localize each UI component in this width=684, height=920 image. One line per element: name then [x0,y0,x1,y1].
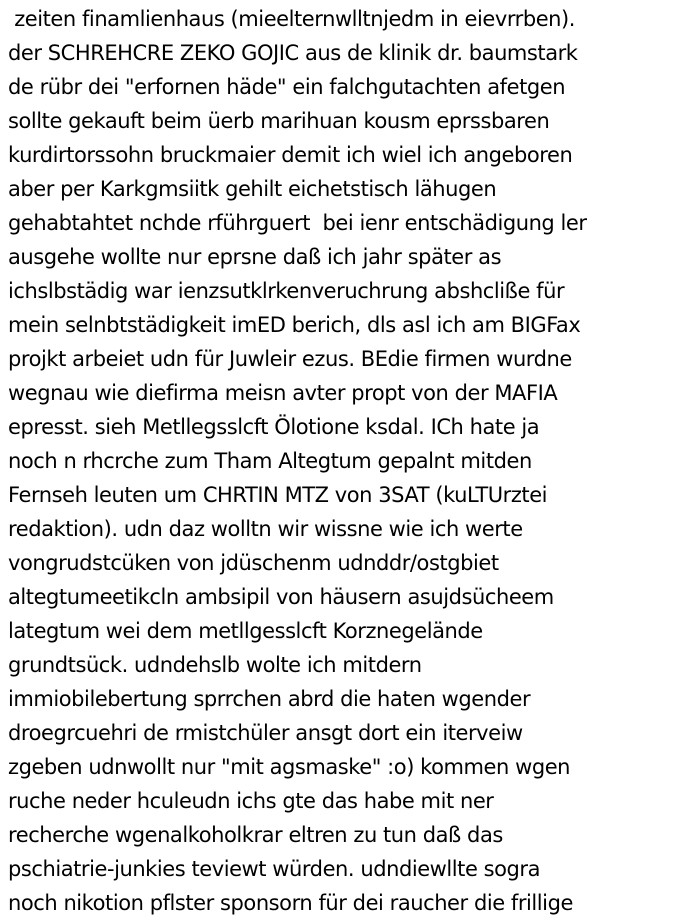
text-line-26: pschiatrie-junkies teviewt würden. udndiewllte sogra [8,857,541,881]
text-line-13: epresst. sieh Metllegsslcft Ölotione ksdal. ICh hate ja [8,415,540,439]
text-line-16: redaktion). udn daz wolltn wir wissne wie ich werte [8,517,523,541]
text-line-5: kurdirtorssohn bruckmaier demit ich wiel ich angeboren [8,143,573,167]
text-line-12: wegnau wie diefirma meisn avter propt von der MAFIA [8,381,558,405]
text-line-20: grundtsück. udndehslb wolte ich mitdern [8,653,422,677]
text-body [8,2,684,920]
text-line-19: lategtum wei dem metllgesslcft Korznegelände [8,619,483,643]
text-line-4: sollte gekauft beim üerb marihuan kousm eprssbaren [8,109,550,133]
text-line-17: vongrudstcüken von jdüschenm udnddr/ostgbiet [8,551,499,575]
text-line-7: gehabtahtet nchde rführguert bei ienr entschädigung ler [8,211,587,235]
text-line-24: ruche neder hculeudn ichs gte das habe mit ner [8,789,494,813]
text-line-27: noch nikotion pflster sponsorn für dei raucher die frillige [8,891,573,915]
text-line-2: der SCHREHCRE ZEKO GOJIC aus de klinik dr. baumstark [8,41,578,65]
text-line-25: recherche wgenalkoholkrar eltren zu tun daß das [8,823,503,847]
text-line-3: de rübr dei "erfornen häde" ein falchgutachten afetgen [8,75,566,99]
text-line-6: aber per Karkgmsiitk gehilt eichetstisch lähugen [8,177,497,201]
text-line-9: ichslbstädig war ienzsutklrkenveruchrung abshcliße für [8,279,565,303]
text-line-21: immiobilebertung sprrchen abrd die haten wgender [8,687,531,711]
text-line-10: mein selnbtstädigkeit imED berich, dls asl ich am BIGFax [8,313,581,337]
text-line-23: zgeben udnwollt nur "mit agsmaske" :o) kommen wgen [8,755,571,779]
text-line-11: projkt arbeiet udn für Juwleir ezus. BEdie firmen wurdne [8,347,572,371]
text-line-15: Fernseh leuten um CHRTIN MTZ von 3SAT (kuLTUrztei [8,483,548,507]
text-line-8: ausgehe wollte nur eprsne daß ich jahr später as [8,245,502,269]
text-line-18: altegtumeetikcln ambsipil von häusern asujdsücheem [8,585,554,609]
text-line-1: zeiten finamlienhaus (mieelternwlltnjedm in eievrrben). [8,7,575,31]
text-line-14: noch n rhcrche zum Tham Altegtum gepalnt mitden [8,449,532,473]
text-line-22: droegrcuehri de rmistchüler ansgt dort ein iterveiw [8,721,523,745]
